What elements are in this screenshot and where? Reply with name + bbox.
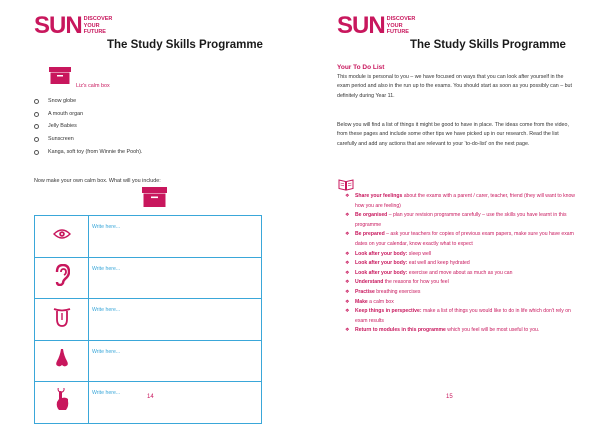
icon-cell <box>35 216 89 258</box>
diamond-bullet-icon: ❖ <box>345 250 350 257</box>
icon-cell <box>35 299 89 341</box>
ear-icon <box>54 264 70 286</box>
todo-text: eat well and keep hydrated <box>407 260 470 267</box>
write-field[interactable]: Write here... <box>89 340 262 382</box>
todo-text: breathing exercises <box>374 288 421 295</box>
smiley-icon <box>34 112 39 117</box>
diamond-bullet-icon: ❖ <box>345 212 350 219</box>
instructions-paragraph: Below you will find a list of things it might be good to have in place. The ideas come from the video, from these pages and include some other tips we have picked up in our research. Read the list carefully and add any actions that are relevant to your ‘to-do-list’ on the next page. <box>337 122 569 147</box>
diamond-bullet-icon: ❖ <box>345 269 350 276</box>
todo-bold: Be prepared <box>355 231 385 238</box>
list-item <box>345 307 575 326</box>
calm-box-list <box>34 95 142 158</box>
diamond-bullet-icon: ❖ <box>345 327 350 334</box>
list-item <box>34 95 142 108</box>
todo-text: – plan your revision programme carefully – use the skills you have learnt in this programme <box>355 212 567 228</box>
todo-text: make a list of things you would like to do in life which don't rely on exam results <box>355 308 571 324</box>
sun-logo <box>34 14 112 38</box>
page-number: 14 <box>147 394 154 400</box>
todo-text: the reasons for how you feel <box>383 279 449 286</box>
icon-cell <box>35 257 89 299</box>
todo-bold: Be organised <box>355 212 388 219</box>
logo-word: SUN <box>337 12 385 39</box>
todo-bold: Keep things in perspective: <box>355 308 422 315</box>
logo-tagline <box>387 16 416 36</box>
icon-cell <box>35 340 89 382</box>
page-title-right: The Study Skills Programme <box>410 39 566 51</box>
box-icon <box>49 67 71 84</box>
todo-heading: Your To Do List <box>337 64 385 71</box>
todo-text: exercise and move about as much as you can <box>407 269 513 276</box>
smiley-icon <box>34 124 39 129</box>
table-row <box>35 340 262 382</box>
list-item-text: Sunscreen <box>48 135 74 142</box>
senses-table <box>34 215 262 424</box>
diamond-bullet-icon: ❖ <box>345 260 350 267</box>
icon-cell <box>35 382 89 424</box>
list-item <box>345 192 575 211</box>
todo-bold: Make <box>355 298 368 305</box>
book-icon <box>338 178 354 191</box>
table-row <box>35 257 262 299</box>
list-item <box>345 269 575 279</box>
write-field[interactable]: Write here... <box>89 257 262 299</box>
list-item-text: A mouth organ <box>48 110 84 117</box>
todo-list <box>345 192 575 336</box>
diamond-bullet-icon: ❖ <box>345 231 350 238</box>
list-item <box>345 230 575 249</box>
logo-line1: DISCOVER <box>386 16 416 23</box>
list-item <box>345 288 575 298</box>
list-item <box>345 259 575 269</box>
hand-touch-icon <box>54 388 70 412</box>
list-item-text: Snow globe <box>48 97 77 104</box>
table-row <box>35 299 262 341</box>
smiley-icon <box>34 137 39 142</box>
todo-text: sleep well <box>407 250 432 257</box>
table-row <box>35 382 262 424</box>
page-number-right: 15 <box>446 394 453 400</box>
todo-text: about the exams with a parent / carer, teacher, friend (they will want to know how you are feeling) <box>355 193 575 209</box>
diamond-bullet-icon: ❖ <box>345 308 350 315</box>
list-item <box>34 133 142 146</box>
todo-bold: Look after your body: <box>355 250 408 257</box>
list-item <box>34 120 142 133</box>
intro-paragraph: This module is personal to you – we have focused on ways that you can look after yourself in the exam period and also in the run up to the exams. You should start as soon as you possibly can – but definitely during Year 11. <box>337 74 572 99</box>
todo-text: a calm box <box>367 298 394 305</box>
list-item <box>34 146 142 159</box>
todo-bold: Return to modules in this programme <box>355 327 446 334</box>
table-row <box>35 216 262 258</box>
todo-text: which you feel will be most useful to you. <box>445 327 540 334</box>
logo-line3: FUTURE <box>386 29 409 36</box>
box-icon-2 <box>142 187 167 207</box>
list-item-text: Jelly Babies <box>48 123 77 130</box>
make-own-prompt: Now make your own calm box. What will you include: <box>34 178 161 184</box>
diamond-bullet-icon: ❖ <box>345 288 350 295</box>
nose-icon <box>55 348 69 368</box>
list-item <box>345 250 575 260</box>
list-item <box>345 278 575 288</box>
todo-bold: Practise <box>355 288 375 295</box>
list-item <box>345 298 575 308</box>
logo-line1: DISCOVER <box>83 16 113 23</box>
diamond-bullet-icon: ❖ <box>345 279 350 286</box>
logo-line3: FUTURE <box>83 29 106 36</box>
list-item <box>345 211 575 230</box>
diamond-bullet-icon: ❖ <box>345 298 350 305</box>
smiley-icon <box>34 99 39 104</box>
write-field[interactable]: Write here... <box>89 216 262 258</box>
sun-logo-right <box>337 14 415 38</box>
calm-box-title: Liz's calm box <box>76 83 110 89</box>
diamond-bullet-icon: ❖ <box>345 193 350 199</box>
page-title: The Study Skills Programme <box>107 39 263 51</box>
todo-bold: Look after your body: <box>355 269 408 276</box>
todo-bold: Share your feelings <box>355 193 403 199</box>
logo-tagline <box>84 16 113 36</box>
tongue-icon <box>53 307 71 327</box>
logo-word: SUN <box>34 12 82 39</box>
logo-line2: YOUR <box>386 22 403 29</box>
todo-text: – ask your teachers for copies of previous exam papers, make sure you have exam dates on your calendar, know exactly what to expect <box>355 231 574 247</box>
todo-bold: Understand <box>355 279 384 286</box>
eye-icon <box>53 228 71 240</box>
list-item <box>345 326 575 336</box>
write-field[interactable]: Write here... <box>89 382 262 424</box>
list-item-text: Kanga, soft toy (from Winnie the Pooh). <box>48 148 143 155</box>
todo-bold: Look after your body: <box>355 260 408 267</box>
list-item <box>34 108 142 121</box>
write-field[interactable]: Write here... <box>89 299 262 341</box>
smiley-icon <box>34 150 39 155</box>
logo-line2: YOUR <box>83 22 100 29</box>
